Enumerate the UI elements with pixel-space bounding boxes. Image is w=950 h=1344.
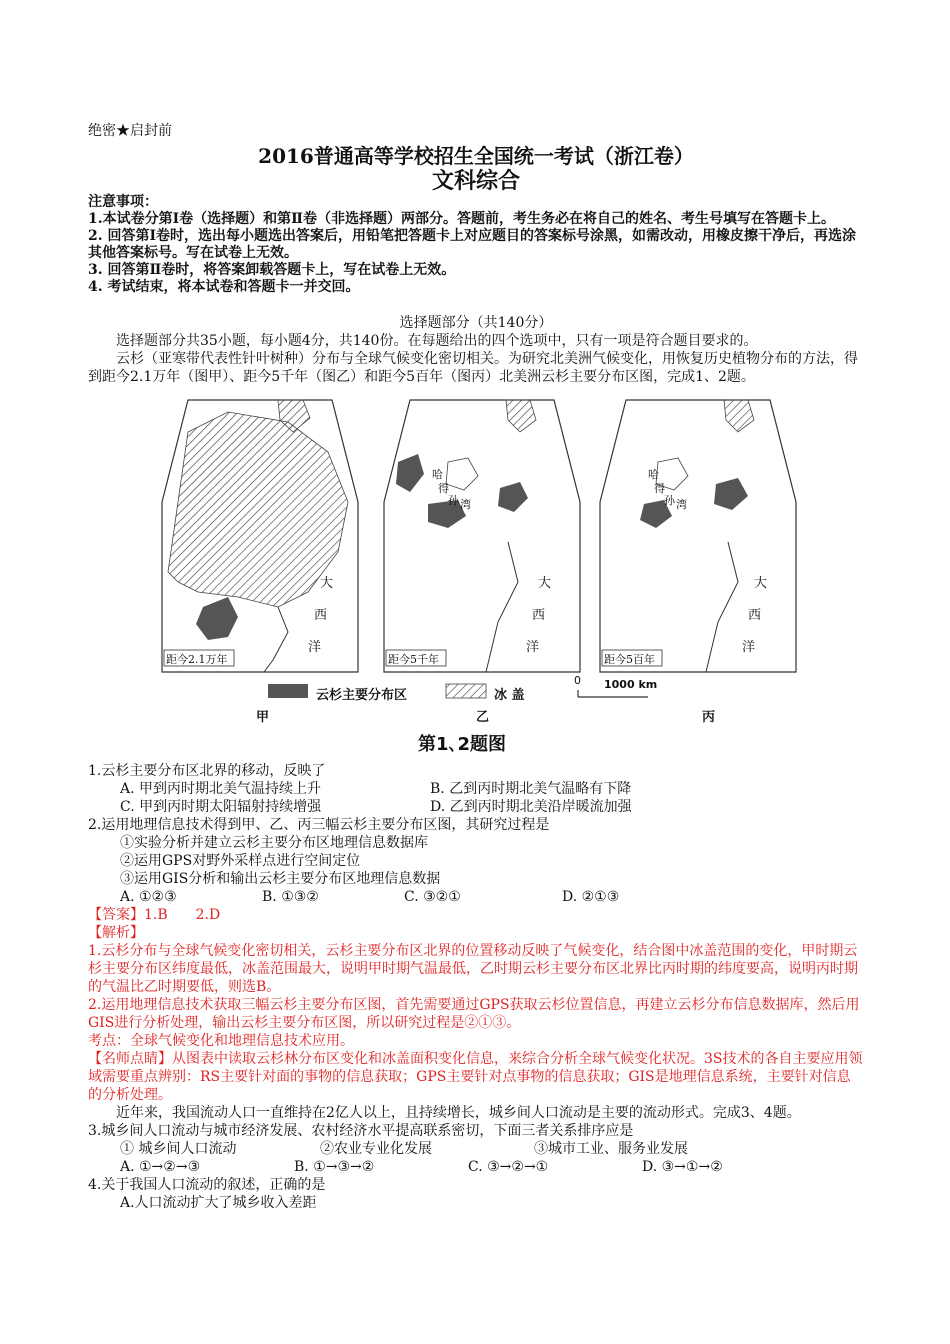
teacher-tips: 【名师点睛】从图表中读取云杉林分布区变化和冰盖面积变化信息，来综合分析全球气候变化状况。3S技术的各自主要应用领域需要重点辨别：RS主要针对面的事物的信息获取；GPS主要针对点事物的信息获取；GIS是地理信息系统，主要针对信息的分析处理。: [88, 1051, 863, 1103]
legend-spruce-label: 云杉主要分布区: [316, 688, 408, 703]
q2-option-b: B. ①③②: [262, 889, 319, 905]
q1-options-row1: [88, 780, 864, 798]
q3-item-1: ① 城乡间人口流动: [120, 1141, 237, 1157]
ocean-label-3: 洋: [308, 640, 322, 655]
notice-item: 4. 考试结束，将本试卷和答题卡一并交回。: [88, 279, 360, 295]
answer-label: 【答案】1.B 2.D: [88, 907, 221, 923]
q2-options-row: [88, 888, 864, 906]
q1-option-d: D. 乙到丙时期北美沿岸暖流加强: [430, 799, 632, 815]
question-stem-3-4: 近年来，我国流动人口一直维持在2亿人以上，且持续增长，城乡间人口流动是主要的流动形式。完成3、4题。: [116, 1105, 801, 1121]
secret-label: 绝密★启封前: [88, 123, 172, 139]
q2-option-d: D. ②①③: [562, 889, 620, 905]
legend-ice-swatch: [446, 684, 486, 698]
bay-label-4: 湾: [460, 498, 471, 511]
ocean-label-1: 大: [754, 576, 768, 591]
q2-step: ②运用GPS对野外采样点进行空间定位: [120, 853, 361, 869]
q1-option-a: A. 甲到丙时期北美气温持续上升: [120, 781, 322, 797]
q3-item-2: ②农业专业化发展: [320, 1141, 432, 1157]
exam-page: [88, 122, 864, 1212]
spruce-map-figure: [88, 392, 864, 762]
question-stem-1-2: 云杉（亚寒带代表性针叶树种）分布与全球气候变化密切相关。为研究北美洲气候变化，用恢复历史植物分布的方法，得到距今2.1万年（图甲）、距今5千年（图乙）和距今5百年（图丙）北美洲云杉主要分布区图，完成1、2题。: [88, 351, 858, 385]
map-bing-period: 距今5百年: [604, 653, 655, 666]
q4-option-a: A.人口流动扩大了城乡收入差距: [120, 1195, 317, 1211]
notice-item: 2. 回答第Ⅰ卷时，选出每小题选出答案后，用铅笔把答题卡上对应题目的答案标号涂黑，如需改动，用橡皮擦干净后，再选涂其他答案标号。写在试卷上无效。: [88, 228, 857, 261]
q1-option-b: B. 乙到丙时期北美气温略有下降: [430, 781, 632, 797]
q3-option-b: B. ①→③→②: [294, 1159, 375, 1175]
ocean-label-1: 大: [538, 576, 552, 591]
ocean-label-3: 洋: [742, 640, 756, 655]
q2-option-a: A. ①②③: [120, 889, 177, 905]
q3-option-c: C. ③→②→①: [468, 1159, 549, 1175]
bay-label-2: 得: [654, 482, 665, 495]
analysis-point: 考点：全球气候变化和地理信息技术应用。: [88, 1033, 354, 1049]
analysis-heading: 【解析】: [88, 925, 144, 941]
bay-label-4: 湾: [676, 498, 687, 511]
bay-label-2: 得: [438, 482, 449, 495]
analysis-1: 1.云杉分布与全球气候变化密切相关，云杉主要分布区北界的位置移动反映了气候变化，结合图中冰盖范围的变化，甲时期云杉主要分布区纬度最低，冰盖范围最大，说明甲时期气温最低，乙时期云杉主要分布区北界比丙时期的纬度要高，说明丙时期的气温比乙时期要低，则选B。: [88, 943, 858, 995]
exam-title: 2016普通高等学校招生全国统一考试（浙江卷）: [258, 144, 694, 168]
bay-label-3: 孙: [664, 494, 675, 507]
q3-option-d: D. ③→①→②: [642, 1159, 723, 1175]
notice-heading: 注意事项：: [88, 194, 158, 210]
scale-km: 1000 km: [604, 678, 658, 691]
bay-label-3: 孙: [448, 494, 459, 507]
ocean-label-2: 西: [748, 608, 762, 623]
bay-label-1: 哈: [432, 468, 443, 481]
section-intro: 选择题部分共35小题，每小题4分，共140份。在每题给出的四个选项中，只有一项是符合题目要求的。: [116, 333, 758, 349]
ocean-label-1: 大: [320, 576, 334, 591]
map-bing: [600, 400, 796, 672]
q1-options-row2: [88, 798, 864, 816]
exam-subtitle: 文科综合: [431, 168, 520, 194]
map-yi-letter: 乙: [476, 710, 490, 725]
q3-items-row: [88, 1140, 864, 1158]
bay-label-1: 哈: [648, 468, 659, 481]
q4-stem: 4.关于我国人口流动的叙述，正确的是: [88, 1177, 326, 1193]
map-jia-letter: 甲: [256, 710, 270, 725]
figure-caption: 第1､2题图: [418, 734, 507, 755]
q2-step: ①实验分析并建立云杉主要分布区地理信息数据库: [120, 835, 428, 851]
q3-item-3: ③城市工业、服务业发展: [534, 1141, 688, 1157]
legend-spruce-swatch: [268, 684, 308, 698]
analysis-2: 2.运用地理信息技术获取三幅云杉主要分布区图，首先需要通过GPS获取云杉位置信息，再建立云杉分布信息数据库，然后用GIS进行分析处理，输出云杉主要分布区图，所以研究过程是②①③。: [88, 997, 860, 1031]
q2-step: ③运用GIS分析和输出云杉主要分布区地理信息数据: [120, 871, 441, 887]
scale-zero: 0: [574, 674, 581, 687]
notice-block: [88, 194, 864, 296]
notice-item: 3. 回答第Ⅱ卷时，将答案卸载答题卡上，写在试卷上无效。: [88, 262, 456, 278]
map-yi: [384, 400, 580, 672]
q3-option-a: A. ①→②→③: [120, 1159, 201, 1175]
map-jia: [162, 400, 358, 672]
q2-stem: 2.运用地理信息技术得到甲、乙、丙三幅云杉主要分布区图，其研究过程是: [88, 817, 550, 833]
ocean-label-3: 洋: [526, 640, 540, 655]
notice-item: 1.本试卷分第Ⅰ卷（选择题）和第Ⅱ卷（非选择题）两部分。答题前，考生务必在将自己的姓名、考生号填写在答题卡上。: [88, 211, 835, 227]
ocean-label-2: 西: [532, 608, 546, 623]
legend-ice-label: 冰 盖: [494, 688, 525, 703]
ocean-label-2: 西: [314, 608, 328, 623]
map-bing-letter: 丙: [702, 710, 716, 725]
section-heading: 选择题部分（共140分）: [399, 315, 553, 331]
q1-stem: 1.云杉主要分布区北界的移动，反映了: [88, 763, 326, 779]
q1-option-c: C. 甲到丙时期太阳辐射持续增强: [120, 799, 322, 815]
q2-option-c: C. ③②①: [404, 889, 461, 905]
q3-options-row: [88, 1158, 864, 1176]
map-jia-period: 距今2.1万年: [166, 653, 228, 666]
map-yi-period: 距今5千年: [388, 653, 439, 666]
q3-stem: 3.城乡间人口流动与城市经济发展、农村经济水平提高联系密切，下面三者关系排序应是: [88, 1123, 634, 1139]
